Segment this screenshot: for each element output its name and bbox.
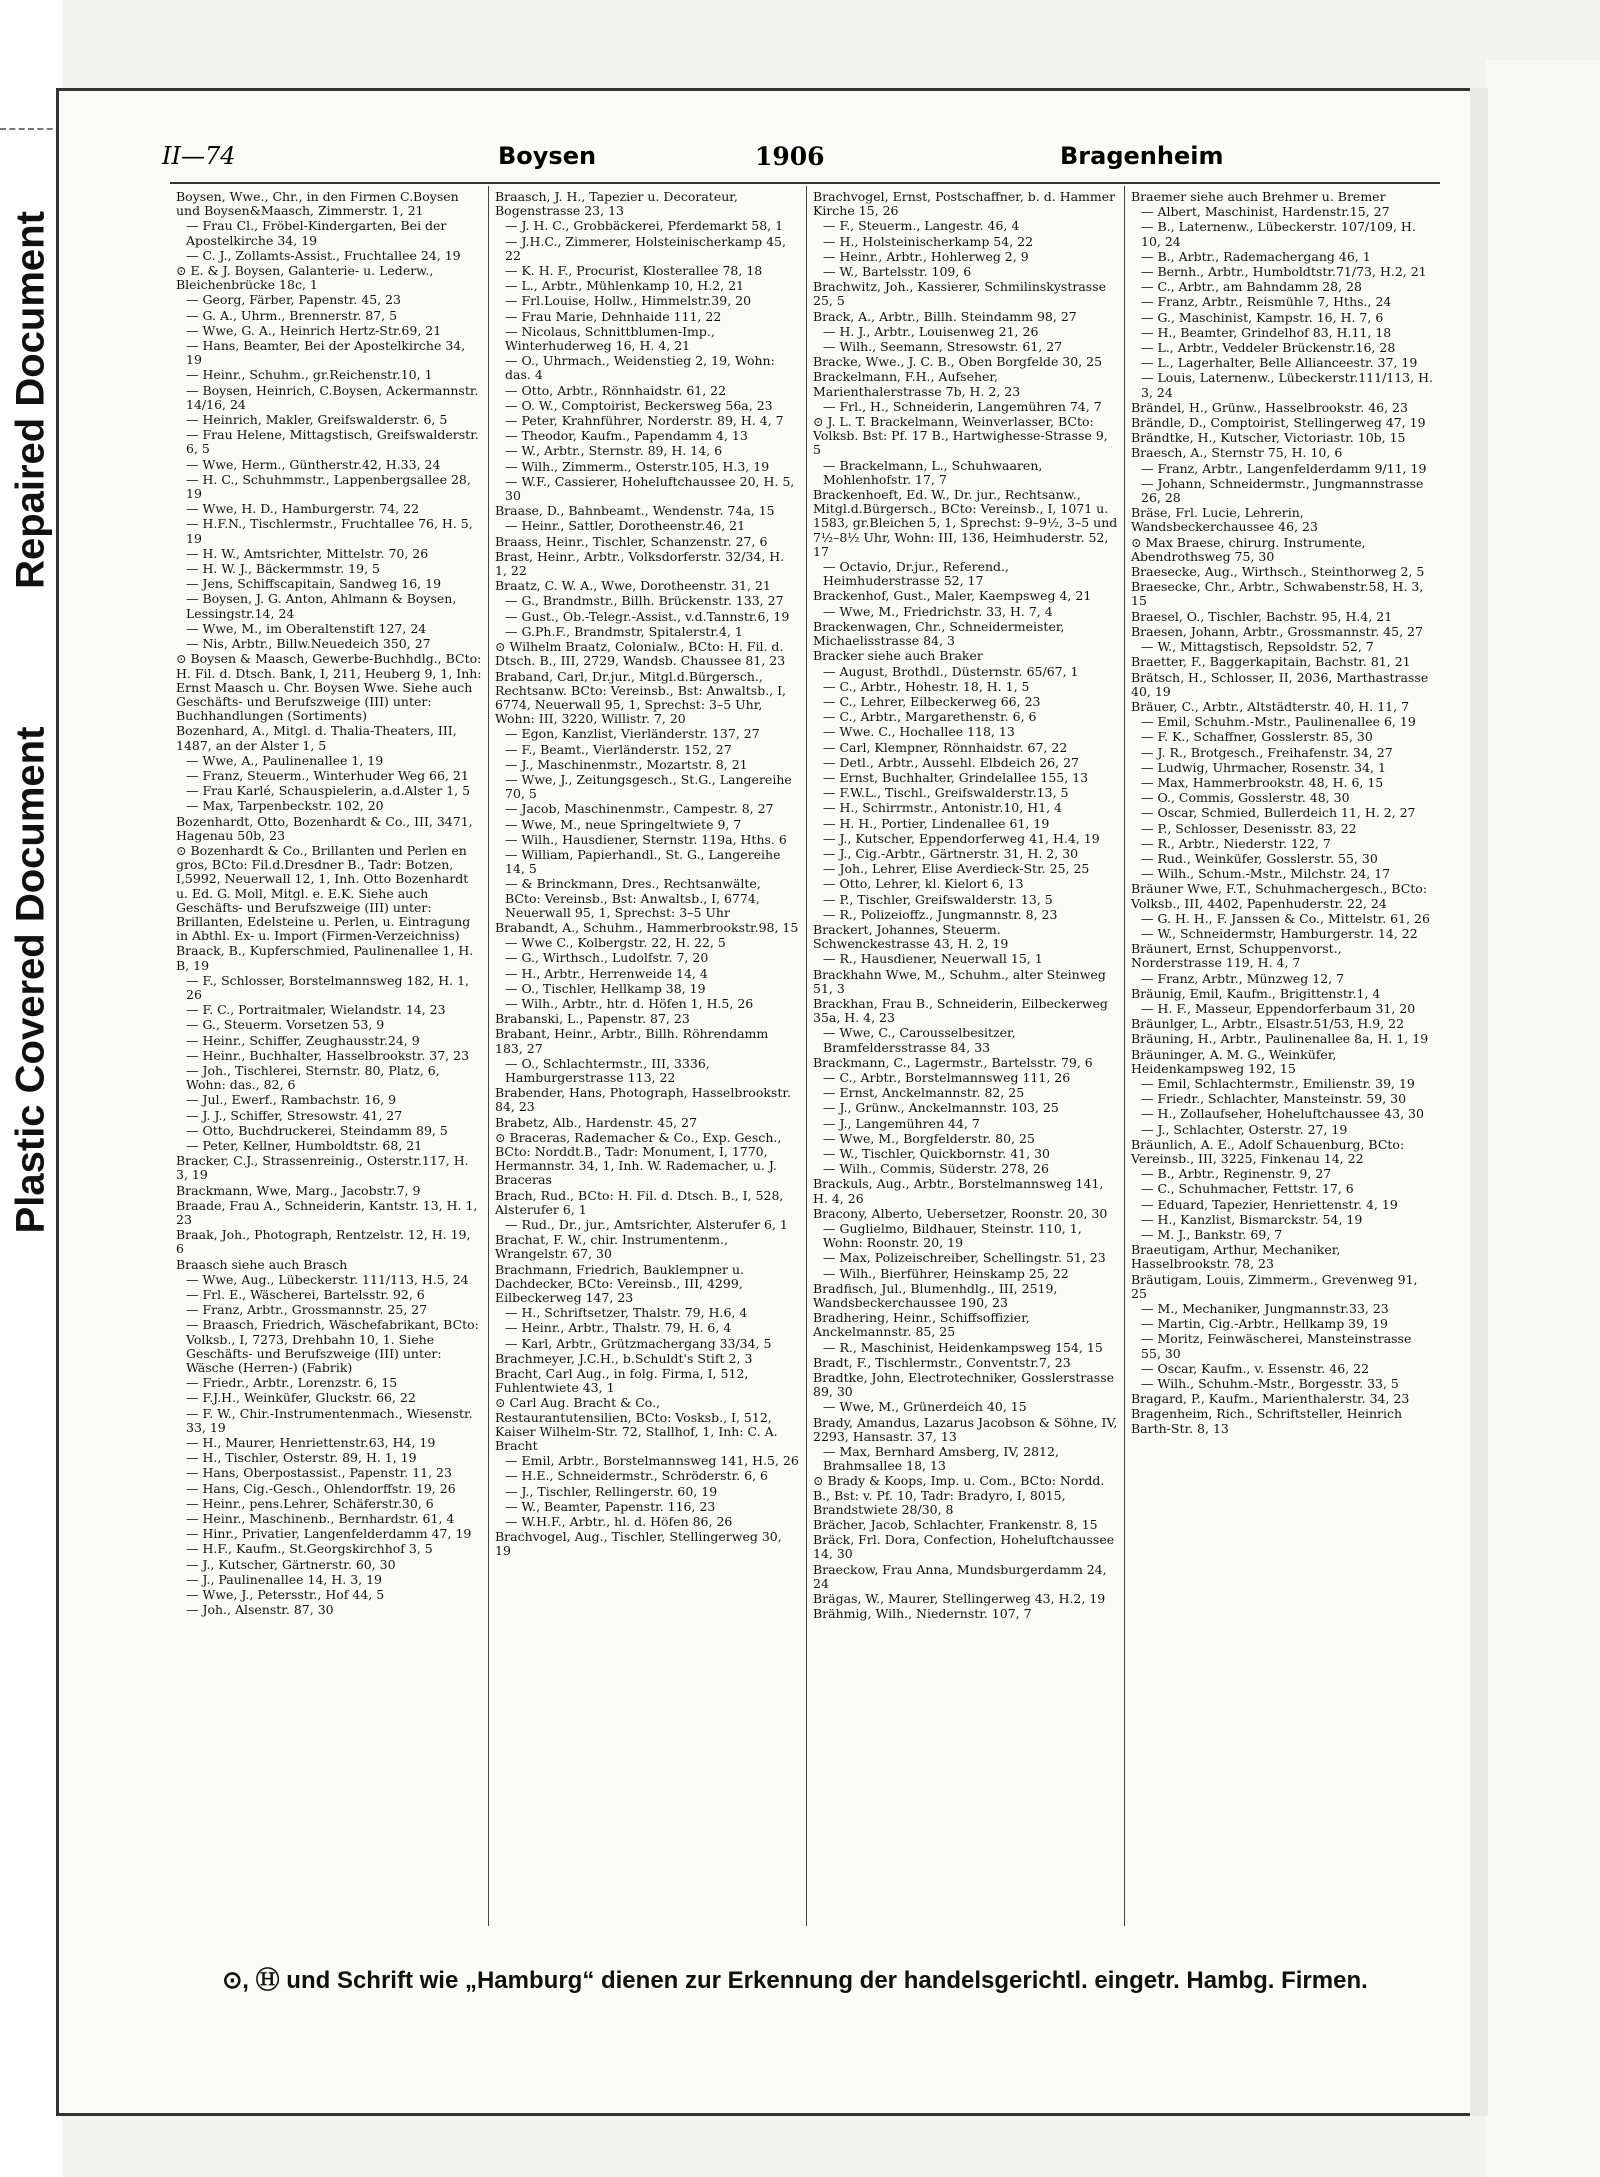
plastic-covered-label — [0, 700, 62, 1260]
directory-entry: — H. W. J., Bäckermmstr. 19, 5 — [186, 561, 380, 577]
directory-entry: — W., Beamter, Papenstr. 116, 23 — [505, 1498, 716, 1514]
directory-entry: — Heinr., Arbtr., Thalstr. 79, H. 6, 4 — [505, 1320, 732, 1336]
directory-entry: — Heinr., pens.Lehrer, Schäferstr.30, 6 — [186, 1495, 434, 1511]
directory-column-2 — [488, 186, 806, 1926]
directory-entry: — Wwe. C., Hochallee 118, 13 — [823, 724, 1015, 740]
directory-entry: — Wilh., Hausdiener, Sternstr. 119a, Hths. 6 — [505, 831, 787, 847]
directory-entry: — Franz, Steuerm., Winterhuder Weg 66, 21 — [186, 767, 469, 783]
directory-entry: Brabetz, Alb., Hardenstr. 45, 27 — [495, 1114, 698, 1130]
directory-entry: Bradt, F., Tischlermstr., Conventstr.7, 23 — [813, 1354, 1071, 1370]
directory-entry: — Friedr., Arbtr., Lorenzstr. 6, 15 — [186, 1375, 398, 1391]
directory-entry: — L., Arbtr., Veddeler Brückenstr.16, 28 — [1141, 340, 1396, 356]
directory-entry: — F., Schlosser, Borstelmannsweg 182, H. 1, 26 — [186, 972, 470, 1002]
page-margin — [1486, 60, 1600, 2177]
directory-entry: — Egon, Kanzlist, Vierländerstr. 137, 27 — [505, 726, 760, 742]
directory-entry: Braeutigam, Arthur, Mechaniker, Hasselbrookstr. 78, 23 — [1131, 1242, 1341, 1272]
directory-entry: Bräunlger, L., Arbtr., Elsastr.51/53, H.9, 22 — [1131, 1016, 1405, 1032]
directory-entry: — Eduard, Tapezier, Henriettenstr. 4, 19 — [1141, 1196, 1398, 1212]
directory-entry: — O., Schlachtermstr., III, 3336, Hamburgerstrasse 113, 22 — [505, 1055, 710, 1085]
directory-entry: — J., Grünw., Anckelmannstr. 103, 25 — [823, 1100, 1059, 1116]
directory-entry: Brackmann, C., Lagermstr., Bartelsstr. 79, 6 — [813, 1054, 1093, 1070]
directory-entry: Bracke, Wwe., J. C. B., Oben Borgfelde 30, 25 — [813, 354, 1103, 370]
directory-entry: — Franz, Arbtr., Reismühle 7, Hths., 24 — [1141, 294, 1392, 310]
repaired-label-text: Repaired Document — [8, 211, 53, 589]
directory-entry: Braatz, C. W. A., Wwe, Dorotheenstr. 31, 21 — [495, 578, 771, 594]
directory-entry: ⊙ E. & J. Boysen, Galanterie- u. Lederw., Bleichenbrücke 18c, 1 — [176, 263, 434, 293]
directory-entry: Bräunert, Ernst, Schuppenvorst., Norderstrasse 119, H. 4, 7 — [1131, 941, 1342, 971]
directory-entry: Bräuninger, A. M. G., Weinküfer, Heidenkampsweg 192, 15 — [1131, 1046, 1337, 1076]
directory-entry: — Rud., Dr., jur., Amtsrichter, Alsterufer 6, 1 — [505, 1217, 788, 1233]
directory-entry: — H., Schriftsetzer, Thalstr. 79, H.6, 4 — [505, 1305, 748, 1321]
directory-entry: Braband, Carl, Dr.jur., Mitgl.d.Bürgersch., Rechtsanw. BCto: Vereinsb., Bst: Anwaltsb., I, 6774, Neuerwall 95, 1, Sprechst: 3–5 Uhr, Wohn: III, 3220, Willistr. 7, 20 — [495, 668, 787, 727]
directory-entry: Brackenhof, Gust., Maler, Kaempsweg 4, 21 — [813, 588, 1092, 604]
directory-entry: — Max, Hammerbrookstr. 48, H. 6, 15 — [1141, 774, 1384, 790]
directory-entry: — H., Holsteinischerkamp 54, 22 — [823, 233, 1034, 249]
directory-entry: Bracony, Alberto, Uebersetzer, Roonstr. 20, 30 — [813, 1205, 1108, 1221]
directory-entry: Bräuning, H., Arbtr., Paulinenallee 8a, H. 1, 19 — [1131, 1031, 1429, 1047]
directory-entry: — Frau Marie, Dehnhaide 111, 22 — [505, 308, 722, 324]
directory-entry: — P., Tischler, Greifswalderstr. 13, 5 — [823, 891, 1053, 907]
directory-entry: Bozenhardt, Otto, Bozenhardt & Co., III, 3471, Hagenau 50b, 23 — [176, 813, 473, 843]
directory-entry: — F., Beamt., Vierländerstr. 152, 27 — [505, 741, 732, 757]
directory-entry: Bragenheim, Rich., Schriftsteller, Heinrich Barth-Str. 8, 13 — [1131, 1406, 1403, 1436]
directory-entry: Brackelmann, F.H., Aufseher, Marienthalerstrasse 7b, H. 2, 23 — [813, 369, 1021, 399]
directory-entry: — J., Maschinenmstr., Mozartstr. 8, 21 — [505, 756, 748, 772]
directory-entry: Bradtke, John, Electrotechniker, Gosslerstrasse 89, 30 — [813, 1370, 1115, 1400]
directory-entry: — Ernst, Anckelmannstr. 82, 25 — [823, 1085, 1025, 1101]
directory-entry: Bräuer, C., Arbtr., Altstädterstr. 40, H. 11, 7 — [1131, 698, 1410, 714]
side-tab — [0, 0, 62, 2177]
directory-entry: — Wwe, A., Paulinenallee 1, 19 — [186, 752, 384, 768]
header-keyword-right: Bragenheim — [1060, 142, 1224, 170]
directory-entry: — Jacob, Maschinenmstr., Campestr. 8, 27 — [505, 801, 774, 817]
directory-entry: Brähmig, Wilh., Niedernstr. 107, 7 — [813, 1606, 1032, 1622]
directory-entry: — Heinr., Maschinenb., Bernhardstr. 61, 4 — [186, 1511, 455, 1527]
directory-entry: — Oscar, Schmied, Bullerdeich 11, H. 2, 27 — [1141, 805, 1416, 821]
directory-entry: — Wwe, M., neue Springeltwiete 9, 7 — [505, 816, 742, 832]
directory-entry: ⊙ Brady & Koops, Imp. u. Com., BCto: Nordd. B., Bst: v. Pf. 10, Tadr: Bradyro, I, 8015, Brandstwiete 28/30, 8 — [813, 1473, 1105, 1517]
directory-entry: Braase, D., Bahnbeamt., Wendenstr. 74a, 15 — [495, 503, 775, 519]
directory-entry: — J., Langemühren 44, 7 — [823, 1115, 980, 1131]
directory-entry: — Max, Polizeischreiber, Schellingstr. 51, 23 — [823, 1250, 1106, 1266]
directory-entry: — Ernst, Buchhalter, Grindelallee 155, 13 — [823, 769, 1089, 785]
directory-entry: — Joh., Lehrer, Elise Averdieck-Str. 25, 25 — [823, 861, 1090, 877]
directory-entry: — Albert, Maschinist, Hardenstr.15, 27 — [1141, 204, 1390, 220]
directory-column-1 — [170, 186, 488, 1926]
directory-entry: — Frl., H., Schneiderin, Langemühren 74, 7 — [823, 398, 1102, 414]
directory-entry: — J., Schlachter, Osterstr. 27, 19 — [1141, 1121, 1348, 1137]
directory-entry: Braeckow, Frau Anna, Mundsburgerdamm 24, 24 — [813, 1561, 1107, 1591]
directory-entry: — Guglielmo, Bildhauer, Steinstr. 110, 1, Wohn: Roonstr. 20, 19 — [823, 1221, 1082, 1251]
directory-entry: Brady, Amandus, Lazarus Jacobson & Söhne, IV, 2293, Hansastr. 37, 13 — [813, 1414, 1118, 1444]
directory-entry: — Jens, Schiffscapitain, Sandweg 16, 19 — [186, 576, 442, 592]
directory-entry: — Max, Bernhard Amsberg, IV, 2812, Brahmsallee 18, 13 — [823, 1444, 1059, 1474]
directory-entry: — Theodor, Kaufm., Papendamm 4, 13 — [505, 428, 748, 444]
directory-entry: — Franz, Arbtr., Langenfelderdamm 9/11, 19 — [1141, 460, 1427, 476]
directory-entry: Brackenwagen, Chr., Schneidermeister, Michaelisstrasse 84, 3 — [813, 618, 1065, 649]
directory-entry: — C. J., Zollamts-Assist., Fruchtallee 24, 19 — [186, 247, 461, 263]
directory-entry: — Joh., Tischlerei, Sternstr. 80, Platz, 6, Wohn: das., 82, 6 — [186, 1062, 440, 1093]
directory-entry: — H. F., Masseur, Eppendorferbaum 31, 20 — [1141, 1000, 1416, 1016]
directory-entry: — C., Schuhmacher, Fettstr. 17, 6 — [1141, 1181, 1354, 1197]
directory-entry: ⊙ Wilhelm Braatz, Colonialw., BCto: H. Fil. d. Dtsch. B., III, 2729, Wandsb. Chaussee 81, 23 — [495, 639, 786, 669]
directory-entry: — Frau Karlé, Schauspielerin, a.d.Alster 1, 5 — [186, 783, 471, 799]
directory-entry: Brachmeyer, J.C.H., b.Schuldt's Stift 2, 3 — [495, 1350, 753, 1366]
directory-entry: ⊙ Bozenhardt & Co., Brillanten und Perlen en gros, BCto: Fil.d.Dresdner B., Tadr: Botzen, I,5992, Neuerwall 12, 1, Inh. Otto Bozenhardt u. Ed. G. Moll, Mitgl. e. E.K. Siehe auch Geschäfts- und Berufszweige (III) unter: Brillanten, Edelsteine u. Perlen, u. Eintragung in Abthl. Ex- u. Import (Firmen-Verzeichniss) — [176, 842, 471, 944]
directory-entry: — Otto, Arbtr., Rönnhaidstr. 61, 22 — [505, 382, 727, 398]
directory-entry: — Carl, Klempner, Rönnhaidstr. 67, 22 — [823, 739, 1068, 755]
directory-entry: Brägas, W., Maurer, Stellingerweg 43, H.2, 19 — [813, 1591, 1106, 1607]
directory-entry: — Nicolaus, Schnittblumen-Imp., Winterhuderweg 16, H. 4, 21 — [505, 323, 715, 354]
directory-entry: — Wilh., Commis, Süderstr. 278, 26 — [823, 1161, 1049, 1177]
repaired-label — [0, 120, 62, 680]
directory-entry: Brach, Rud., BCto: H. Fil. d. Dtsch. B., I, 528, Alsterufer 6, 1 — [495, 1187, 784, 1217]
directory-entry: — J. H. C., Grobbäckerei, Pferdemarkt 58, 1 — [505, 218, 784, 234]
directory-entry: — Wilh., Bierführer, Heinskamp 25, 22 — [823, 1265, 1069, 1281]
header-year: 1906 — [755, 142, 825, 171]
directory-entry: — Wwe, J., Zeitungsgesch., St.G., Langereihe 70, 5 — [505, 771, 792, 802]
directory-entry: — H. W., Amtsrichter, Mittelstr. 70, 26 — [186, 545, 429, 561]
directory-entry: Brabanski, L., Papenstr. 87, 23 — [495, 1011, 690, 1027]
directory-entry: — F. W., Chir.-Instrumentenmach., Wiesenstr. 33, 19 — [186, 1405, 473, 1435]
directory-entry: — R., Polizeioffz., Jungmannstr. 8, 23 — [823, 906, 1058, 922]
directory-entry: — H., Kanzlist, Bismarckstr. 54, 19 — [1141, 1211, 1363, 1227]
directory-entry: — R., Maschinist, Heidenkampsweg 154, 15 — [823, 1339, 1103, 1355]
directory-entry: — Wwe, J., Petersstr., Hof 44, 5 — [186, 1587, 385, 1603]
directory-entry: — Wwe, M., Grünerdeich 40, 15 — [823, 1399, 1027, 1415]
directory-entry: — Brackelmann, L., Schuhwaaren, Mohlenhofstr. 17, 7 — [823, 457, 1043, 487]
directory-entry: Braesen, Johann, Arbtr., Grossmannstr. 45, 27 — [1131, 623, 1423, 639]
directory-entry: — C., Arbtr., Hohestr. 18, H. 1, 5 — [823, 678, 1030, 694]
directory-entry: — L., Lagerhalter, Belle Allianceestr. 37, 19 — [1141, 355, 1418, 371]
directory-entry: — J.H.C., Zimmerer, Holsteinischerkamp 45, 22 — [505, 233, 786, 263]
directory-entry: — Wwe, M., im Oberaltenstift 127, 24 — [186, 620, 427, 636]
directory-entry: — Rud., Weinküfer, Gosslerstr. 55, 30 — [1141, 850, 1378, 866]
directory-entry: — Wwe, M., Borgfelderstr. 80, 25 — [823, 1130, 1035, 1146]
directory-entry: — Johann, Schneidermstr., Jungmannstrasse 26, 28 — [1141, 475, 1424, 506]
directory-entry: — C., Lehrer, Eilbeckerweg 66, 23 — [823, 693, 1041, 709]
directory-entry: — M. J., Bankstr. 69, 7 — [1141, 1227, 1283, 1243]
page-edge — [1470, 88, 1488, 2116]
directory-entry: — H.F.N., Tischlermstr., Fruchtallee 76, H. 5, 19 — [186, 516, 473, 546]
directory-entry: Brackmann, Wwe, Marg., Jacobstr.7, 9 — [176, 1182, 421, 1198]
header-keyword-left: Boysen — [498, 142, 597, 170]
directory-entry: — L., Arbtr., Mühlenkamp 10, H.2, 21 — [505, 278, 744, 294]
directory-entry: Braack, B., Kupferschmied, Paulinenallee 1, H. B, 19 — [176, 943, 474, 973]
directory-entry: — Hans, Beamter, Bei der Apostelkirche 34, 19 — [186, 338, 466, 368]
directory-entry: Bradhering, Heinr., Schiffsoffizier, Anckelmannstr. 85, 25 — [813, 1310, 1030, 1340]
directory-entry: — Ludwig, Uhrmacher, Rosenstr. 34, 1 — [1141, 759, 1386, 775]
directory-entry: Brast, Heinr., Arbtr., Volksdorferstr. 32/34, H. 1, 22 — [495, 548, 785, 579]
directory-entry: — William, Papierhandl., St. G., Langereihe 14, 5 — [505, 846, 781, 877]
directory-entry: ⊙ J. L. T. Brackelmann, Weinverlasser, BCto: Volksb. Bst: Pf. 17 B., Hartwighesse-Strasse 9, 5 — [813, 414, 1108, 458]
plastic-covered-label-text: Plastic Covered Document — [8, 726, 53, 1234]
directory-entry: — P., Schlosser, Desenisstr. 83, 22 — [1141, 820, 1357, 836]
directory-entry: ⊙ Boysen & Maasch, Gewerbe-Buchhdlg., BCto: H. Fil. d. Dtsch. Bank, I, 211, Heuberg 9, 1, Inh: Ernst Maasch u. Chr. Boysen Wwe. Siehe auch Geschäfts- und Berufszweige (III) unter: Buchhandlungen (Sortiments) — [176, 651, 482, 724]
page-number: II—74 — [162, 142, 236, 170]
directory-entry: Bracker siehe auch Braker — [813, 648, 983, 664]
directory-entry: Brändtke, H., Kutscher, Victoriastr. 10b, 15 — [1131, 430, 1406, 446]
directory-entry: Brändel, H., Grünw., Hasselbrookstr. 46, 23 — [1131, 399, 1408, 415]
directory-entry: — Braasch, Friedrich, Wäschefabrikant, BCto: Volksb., I, 7273, Drehbahn 10, 1. Siehe Geschäfts- und Berufszweige (III) unter: Wäsche (Herren-) (Fabrik) — [186, 1317, 479, 1376]
directory-entry: Braetter, F., Baggerkapitain, Bachstr. 81, 21 — [1131, 654, 1411, 670]
dashed-divider — [0, 128, 62, 130]
directory-entry: ⊙ Max Braese, chirurg. Instrumente, Abendrothsweg 75, 30 — [1131, 534, 1366, 564]
directory-entry: Bräutigam, Louis, Zimmerm., Grevenweg 91, 25 — [1131, 1271, 1418, 1301]
directory-entry: Brack, A., Arbtr., Billh. Steindamm 98, 27 — [813, 308, 1077, 324]
directory-entry: Brabandt, A., Schuhm., Hammerbrookstr.98, 15 — [495, 919, 799, 935]
directory-entry: — C., Arbtr., Margarethenstr. 6, 6 — [823, 709, 1037, 725]
directory-entry: — Wilh., Zimmerm., Osterstr.105, H.3, 19 — [505, 458, 770, 474]
directory-entry: — August, Brothdl., Düsternstr. 65/67, 1 — [823, 663, 1079, 679]
directory-column-4 — [1124, 186, 1440, 1926]
directory-entry: — Peter, Krahnführer, Norderstr. 89, H. 4, 7 — [505, 413, 784, 429]
directory-entry: Bradfisch, Jul., Blumenhdlg., III, 2519, Wandsbeckerchaussee 190, 23 — [813, 1280, 1058, 1311]
directory-entry: — Detl., Arbtr., Aussehl. Elbdeich 26, 27 — [823, 754, 1079, 770]
directory-entry: — J., Kutscher, Gärtnerstr. 60, 30 — [186, 1556, 396, 1572]
directory-entry: Bräck, Frl. Dora, Confection, Hoheluftchaussee 14, 30 — [813, 1532, 1115, 1562]
directory-entry: — Joh., Alsenstr. 87, 30 — [186, 1602, 334, 1618]
directory-entry: — Jul., Ewerf., Rambachstr. 16, 9 — [186, 1092, 397, 1108]
directory-entry: Brächer, Jacob, Schlachter, Frankenstr. 8, 15 — [813, 1517, 1098, 1533]
directory-entry: — Georg, Färber, Papenstr. 45, 23 — [186, 292, 402, 308]
directory-entry: — W., Tischler, Quickbornstr. 41, 30 — [823, 1146, 1050, 1161]
directory-entry: — Gust., Ob.-Telegr.-Assist., v.d.Tannstr.6, 19 — [505, 608, 790, 624]
directory-entry: Bräse, Frl. Lucie, Lehrerin, Wandsbeckerchaussee 46, 23 — [1131, 505, 1318, 535]
directory-entry: — Emil, Schuhm.-Mstr., Paulinenallee 6, 19 — [1141, 714, 1416, 730]
directory-entry: — Franz, Arbtr., Münzweg 12, 7 — [1141, 970, 1345, 986]
directory-entry: Braass, Heinr., Tischler, Schanzenstr. 27, 6 — [495, 533, 768, 549]
directory-entry: — Heinr., Schiffer, Zeughausstr.24, 9 — [186, 1032, 420, 1048]
directory-entry: — F. C., Portraitmaler, Wielandstr. 14, 23 — [186, 1002, 446, 1018]
directory-entry: — H. C., Schuhmmstr., Lappenbergsallee 28, 19 — [186, 471, 471, 502]
directory-entry: — R., Hausdiener, Neuerwall 15, 1 — [823, 951, 1043, 967]
directory-entry: — Peter, Kellner, Humboldtstr. 68, 21 — [186, 1138, 423, 1153]
directory-entry: — H., Arbtr., Herrenweide 14, 4 — [505, 965, 708, 981]
directory-entry: — Nis, Arbtr., Billw.Neuedeich 350, 27 — [186, 636, 431, 652]
directory-entry: Braasch siehe auch Brasch — [176, 1256, 348, 1272]
directory-entry: ⊙ Carl Aug. Bracht & Co., Restaurantutensilien, BCto: Vosksb., I, 512, Kaiser Wilhelm-Str. 72, Stallhof, 1, Inh: C. A. Bracht — [495, 1395, 778, 1454]
directory-entry: — Boysen, J. G. Anton, Ahlmann & Boysen, Lessingstr.14, 24 — [186, 591, 457, 621]
directory-entry: Braesel, O., Tischler, Bachstr. 95, H.4, 21 — [1131, 608, 1393, 624]
directory-entry: — H., Zollaufseher, Hoheluftchaussee 43, 30 — [1141, 1106, 1424, 1122]
directory-entry: — O., Tischler, Hellkamp 38, 19 — [505, 980, 706, 996]
directory-entry: — Heinr., Arbtr., Hohlerweg 2, 9 — [823, 248, 1029, 264]
directory-entry: — O., Commis, Gosslerstr. 48, 30 — [1141, 790, 1350, 806]
directory-entry: — B., Arbtr., Reginenstr. 9, 27 — [1141, 1166, 1332, 1182]
directory-entry: Brachvogel, Ernst, Postschaffner, b. d. Hammer Kirche 15, 26 — [813, 189, 1116, 219]
directory-entry: Braesch, A., Sternstr 75, H. 10, 6 — [1131, 445, 1343, 461]
directory-entry: Braemer siehe auch Brehmer u. Bremer — [1131, 189, 1386, 204]
directory-entry: — H., Maurer, Henriettenstr.63, H4, 19 — [186, 1435, 436, 1451]
directory-entry: — Wwe, Aug., Lübeckerstr. 111/113, H.5, 24 — [186, 1271, 469, 1287]
directory-entry: Bracht, Carl Aug., in folg. Firma, I, 512, Fuhlentwiete 43, 1 — [495, 1366, 749, 1396]
directory-entry: — G., Maschinist, Kampstr. 16, H. 7, 6 — [1141, 309, 1384, 325]
directory-entry: — W., Arbtr., Sternstr. 89, H. 14, 6 — [505, 443, 723, 459]
directory-entry: Brändle, D., Comptoirist, Stellingerweg 47, 19 — [1131, 415, 1426, 431]
directory-entry: — W., Bartelsstr. 109, 6 — [823, 264, 972, 280]
directory-entry: — Wwe, Herm., Güntherstr.42, H.33, 24 — [186, 456, 441, 472]
directory-entry: — G. H. H., F. Janssen & Co., Mittelstr. 61, 26 — [1141, 910, 1430, 926]
directory-entry: — Oscar, Kaufm., v. Essenstr. 46, 22 — [1141, 1360, 1370, 1376]
directory-entry: — H.F., Kaufm., St.Georgskirchhof 3, 5 — [186, 1541, 433, 1557]
directory-entry: ⊙ Braceras, Rademacher & Co., Exp. Gesch., BCto: Norddt.B., Tadr: Monument, I, 1770, Hermannstr. 34, 1, Inh. W. Rademacher, u. J. Braceras — [495, 1129, 782, 1188]
directory-entry: — Frl.Louise, Hollw., Himmelstr.39, 20 — [505, 293, 752, 309]
directory-entry: Bräuner Wwe, F.T., Schuhmachergesch., BCto: Volksb., III, 4402, Papenhuderstr. 22, 24 — [1131, 881, 1428, 911]
directory-entry: — Bernh., Arbtr., Humboldtstr.71/73, H.2, 21 — [1141, 264, 1427, 280]
directory-entry: — B., Arbtr., Rademachergang 46, 1 — [1141, 248, 1371, 264]
directory-entry: Bräunlich, A. E., Adolf Schauenburg, BCto: Vereinsb., III, 3225, Finkenau 14, 22 — [1131, 1136, 1405, 1166]
directory-entry: Bragard, P., Kaufm., Marienthalerstr. 34, 23 — [1131, 1391, 1410, 1407]
directory-entry: Brabant, Heinr., Arbtr., Billh. Röhrendamm 183, 27 — [495, 1026, 769, 1056]
header-rule — [170, 182, 1440, 184]
directory-entry: Bracker, C.J., Strassenreinig., Osterstr.117, H. 3, 19 — [176, 1153, 469, 1183]
directory-entry: — J., Cig.-Arbtr., Gärtnerstr. 31, H. 2, 30 — [823, 845, 1079, 861]
directory-entry: Brackenhoeft, Ed. W., Dr. jur., Rechtsanw., Mitgl.d.Bürgersch., BCto: Vereinsb., I, 1071 u. 1583, gr.Bleichen 5, 1, Sprechst: 9–9½, 3–5 und 7½–8½ Uhr, Wohn: III, 136, Heimhuderstr. 52, 17 — [813, 487, 1118, 559]
directory-entry: — F. K., Schaffner, Gosslerstr. 85, 30 — [1141, 729, 1373, 745]
directory-entry: — G. A., Uhrm., Brennerstr. 87, 5 — [186, 307, 398, 323]
directory-entry: — Emil, Schlachtermstr., Emilienstr. 39, 19 — [1141, 1075, 1415, 1091]
directory-column-3 — [806, 186, 1124, 1926]
directory-entry: — W.F., Cassierer, Hoheluftchaussee 20, H. 5, 30 — [505, 473, 795, 504]
directory-entry: — J., Tischler, Rellingerstr. 60, 19 — [505, 1483, 718, 1499]
directory-entry: — Otto, Buchdruckerei, Steindamm 89, 5 — [186, 1122, 448, 1138]
directory-entry: Bozenhard, A., Mitgl. d. Thalia-Theaters, III, 1487, an der Alster 1, 5 — [176, 723, 457, 753]
directory-entry: Brachvogel, Aug., Tischler, Stellingerweg 30, 19 — [495, 1529, 782, 1559]
directory-entry: — C., Arbtr., Borstelmannsweg 111, 26 — [823, 1069, 1071, 1085]
directory-entry: — G.Ph.F., Brandmstr, Spitalerstr.4, 1 — [505, 623, 743, 639]
directory-entry: — Frl. E., Wäscherei, Bartelsstr. 92, 6 — [186, 1287, 425, 1303]
directory-entry: — Hans, Oberpostassist., Papenstr. 11, 23 — [186, 1465, 452, 1481]
directory-entry: — H., Beamter, Grindelhof 83, H.11, 18 — [1141, 324, 1392, 340]
directory-entry: — Wwe, C., Carousselbesitzer, Bramfeldersstrasse 84, 33 — [823, 1025, 1016, 1055]
directory-entry: — Wilh., Arbtr., htr. d. Höfen 1, H.5, 26 — [505, 995, 754, 1011]
directory-entry: — Wilh., Schum.-Mstr., Milchstr. 24, 17 — [1141, 866, 1391, 882]
directory-entry: Braasch, J. H., Tapezier u. Decorateur, Bogenstrasse 23, 13 — [495, 189, 738, 219]
directory-entry: — Heinr., Schuhm., gr.Reichenstr.10, 1 — [186, 367, 433, 383]
directory-entry: — Frau Helene, Mittagstisch, Greifswalderstr. 6, 5 — [186, 427, 479, 457]
directory-entry: — G., Steuerm. Vorsetzen 53, 9 — [186, 1017, 385, 1033]
directory-entry: — W., Mittagstisch, Repsoldstr. 52, 7 — [1141, 639, 1374, 655]
directory-entry: — G., Wirthsch., Ludolfstr. 7, 20 — [505, 950, 709, 966]
directory-entry: — W., Schneidermstr, Hamburgerstr. 14, 22 — [1141, 925, 1418, 941]
directory-entry: — J., Paulinenallee 14, H. 3, 19 — [186, 1571, 383, 1587]
directory-entry: — Hinr., Privatier, Langenfelderdamm 47, 19 — [186, 1526, 472, 1542]
directory-entry: — Friedr., Schlachter, Mansteinstr. 59, 30 — [1141, 1091, 1407, 1107]
page-header — [100, 138, 1440, 178]
directory-entry: — Hans, Cig.-Gesch., Ohlendorffstr. 19, 26 — [186, 1480, 456, 1496]
directory-entry: Brabender, Hans, Photograph, Hasselbrookstr. 84, 23 — [495, 1085, 791, 1115]
directory-entry: — J. R., Brotgesch., Freihafenstr. 34, 27 — [1141, 744, 1393, 760]
directory-entry: — C., Arbtr., am Bahndamm 28, 28 — [1141, 279, 1362, 295]
directory-entry: — Wwe, G. A., Heinrich Hertz-Str.69, 21 — [186, 322, 442, 338]
directory-entry: — R., Arbtr., Niederstr. 122, 7 — [1141, 835, 1331, 851]
directory-entry: — B., Laternenw., Lübeckerstr. 107/109, H. 10, 24 — [1141, 219, 1416, 249]
directory-entry: Bräunig, Emil, Kaufm., Brigittenstr.1, 4 — [1131, 985, 1381, 1001]
directory-entry: Braesecke, Chr., Arbtr., Schwabenstr.58, H. 3, 15 — [1131, 579, 1424, 609]
directory-entry: — K. H. F., Procurist, Klosterallee 78, 18 — [505, 263, 763, 279]
directory-entry: — F.J.H., Weinküfer, Gluckstr. 66, 22 — [186, 1390, 416, 1406]
directory-entry: Brackuls, Aug., Arbtr., Borstelmannsweg 141, H. 4, 26 — [813, 1176, 1104, 1206]
directory-entry: — Heinrich, Makler, Greifswalderstr. 6, 5 — [186, 412, 448, 428]
directory-entry: — Franz, Arbtr., Grossmannstr. 25, 27 — [186, 1302, 428, 1318]
directory-entry: — Otto, Lehrer, kl. Kielort 6, 13 — [823, 876, 1024, 892]
directory-entry: Brackhahn Wwe, M., Schuhm., alter Steinweg 51, 3 — [813, 966, 1106, 996]
directory-entry: Braade, Frau A., Schneiderin, Kantstr. 13, H. 1, 23 — [176, 1197, 478, 1228]
directory-entry: Boysen, Wwe., Chr., in den Firmen C.Boysen und Boysen&Maasch, Zimmerstr. 1, 21 — [176, 189, 459, 219]
directory-entry: — Boysen, Heinrich, C.Boysen, Ackermannstr. 14/16, 24 — [186, 382, 479, 412]
directory-entry: — Heinr., Buchhalter, Hasselbrookstr. 37, 23 — [186, 1047, 470, 1063]
directory-entry: Braak, Joh., Photograph, Rentzelstr. 12, H. 19, 6 — [176, 1227, 471, 1257]
directory-entry: Brachwitz, Joh., Kassierer, Schmilinskystrasse 25, 5 — [813, 279, 1107, 309]
directory-entry: Brackert, Johannes, Steuerm. Schwenckestrasse 43, H. 2, 19 — [813, 921, 1009, 952]
directory-entry: — Wwe, M., Friedrichstr. 33, H. 7, 4 — [823, 603, 1053, 619]
directory-entry: — Frau Cl., Fröbel-Kindergarten, Bei der Apostelkirche 34, 19 — [186, 218, 447, 248]
directory-entry: — F., Steuerm., Langestr. 46, 4 — [823, 218, 1020, 234]
directory-entry: — & Brinckmann, Dres., Rechtsanwälte, BCto: Vereinsb., Bst: Anwaltsb., I, 6774, Neuerwall 95, 1, Sprechst: 3–5 Uhr — [505, 876, 761, 920]
directory-columns — [170, 186, 1440, 1926]
directory-entry: — Louis, Laternenw., Lübeckerstr.111/113, H. 3, 24 — [1141, 370, 1433, 400]
directory-entry: Brätsch, H., Schlosser, II, 2036, Marthastrasse 40, 19 — [1131, 669, 1429, 699]
directory-entry: — H.E., Schneidermstr., Schröderstr. 6, 6 — [505, 1468, 768, 1484]
directory-entry: — O. W., Comptoirist, Beckersweg 56a, 23 — [505, 397, 773, 413]
directory-entry: Brachmann, Friedrich, Bauklempner u. Dachdecker, BCto: Vereinsb., III, 4299, Eilbeckerweg 147, 23 — [495, 1261, 744, 1306]
directory-entry: — M., Mechaniker, Jungmannstr.33, 23 — [1141, 1301, 1389, 1317]
directory-entry: — Martin, Cig.-Arbtr., Hellkamp 39, 19 — [1141, 1316, 1388, 1332]
directory-entry: — Wwe, H. D., Hamburgerstr. 74, 22 — [186, 501, 420, 517]
directory-entry: — Wwe C., Kolbergstr. 22, H. 22, 5 — [505, 935, 726, 951]
directory-entry: — Moritz, Feinwäscherei, Mansteinstrasse 55, 30 — [1141, 1331, 1412, 1361]
directory-entry: — H. H., Portier, Lindenallee 61, 19 — [823, 815, 1050, 831]
directory-entry: Brachat, F. W., chir. Instrumentenm., Wrangelstr. 67, 30 — [495, 1232, 728, 1262]
directory-entry: — J. J., Schiffer, Stresowstr. 41, 27 — [186, 1107, 403, 1123]
footer-text: ⊙, Ⓗ und Schrift wie „Hamburg“ dienen zur Erkennung der handelsgerichtl. eingetr. Hambg. Firmen. — [222, 1967, 1368, 1994]
directory-entry: — G., Brandmstr., Billh. Brückenstr. 133, 27 — [505, 593, 784, 609]
directory-entry: — H., Tischler, Osterstr. 89, H. 1, 19 — [186, 1450, 417, 1466]
directory-entry: — Emil, Arbtr., Borstelmannsweg 141, H.5, 26 — [505, 1453, 799, 1469]
directory-entry: — Wilh., Seemann, Stresowstr. 61, 27 — [823, 339, 1063, 355]
directory-entry: — O., Uhrmach., Weidenstieg 2, 19, Wohn: das. 4 — [505, 353, 775, 383]
directory-entry: — J., Kutscher, Eppendorferweg 41, H.4, 19 — [823, 830, 1100, 846]
directory-entry: — W.H.F., Arbtr., hl. d. Höfen 86, 26 — [505, 1514, 733, 1530]
directory-entry: Braesecke, Aug., Wirthsch., Steinthorweg 2, 5 — [1131, 564, 1425, 580]
directory-entry: — Heinr., Sattler, Dorotheenstr.46, 21 — [505, 518, 746, 534]
directory-entry: — Octavio, Dr.jur., Referend., Heimhuderstrasse 52, 17 — [823, 559, 1009, 589]
page-footer — [170, 1960, 1420, 2000]
directory-entry: — Karl, Arbtr., Grützmachergang 33/34, 5 — [505, 1335, 772, 1351]
directory-entry: — H. J., Arbtr., Louisenweg 21, 26 — [823, 323, 1039, 339]
directory-entry: — H., Schirrmstr., Antonistr.10, H1, 4 — [823, 800, 1062, 816]
directory-entry: — Wilh., Schuhm.-Mstr., Borgesstr. 33, 5 — [1141, 1376, 1399, 1392]
directory-entry: — F.W.L., Tischl., Greifswalderstr.13, 5 — [823, 785, 1069, 801]
directory-entry: Brackhan, Frau B., Schneiderin, Eilbeckerweg 35a, H. 4, 23 — [813, 995, 1108, 1026]
directory-entry: — Max, Tarpenbeckstr. 102, 20 — [186, 798, 384, 814]
